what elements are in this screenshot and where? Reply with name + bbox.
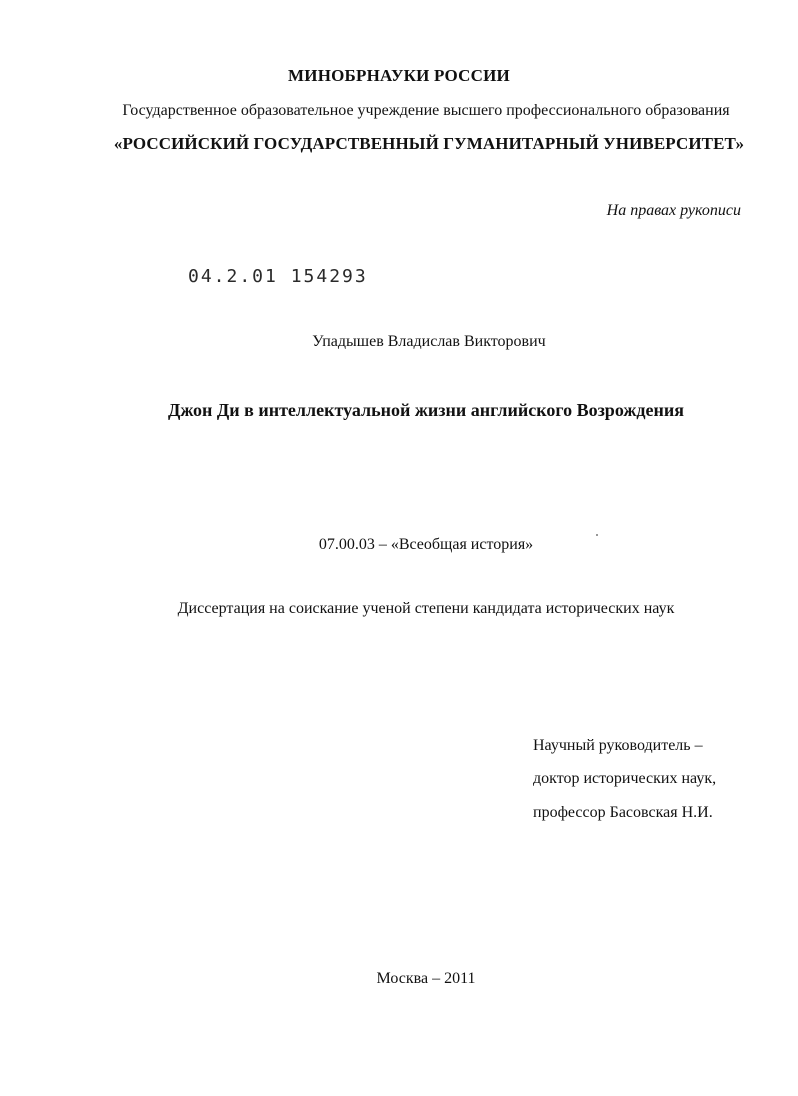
supervisor-role: Научный руководитель –	[533, 737, 703, 754]
library-stamp-number: 04.2.01 154293	[188, 266, 368, 287]
dissertation-title: Джон Ди в интеллектуальной жизни английского Возрождения	[168, 400, 684, 420]
degree-statement: Диссертация на соискание ученой степени кандидата исторических наук	[177, 600, 675, 617]
supervisor-degree: доктор исторических наук,	[533, 770, 717, 787]
author-name: Упадышев Владислав Викторович	[312, 333, 546, 350]
manuscript-rights-note: На правах рукописи	[606, 202, 741, 219]
supervisor-name: профессор Басовская Н.И.	[533, 804, 713, 821]
university-name: «РОССИЙСКИЙ ГОСУДАРСТВЕННЫЙ ГУМАНИТАРНЫЙ УНИВЕРСИТЕТ»	[113, 134, 745, 153]
city-year: Москва – 2011	[376, 970, 476, 987]
institution-line: Государственное образовательное учреждение высшего профессионального образования	[122, 102, 730, 119]
scan-speck	[596, 534, 598, 536]
ministry-heading: МИНОБРНАУКИ РОССИИ	[288, 66, 510, 85]
specialty-code: 07.00.03 – «Всеобщая история»	[318, 536, 534, 553]
